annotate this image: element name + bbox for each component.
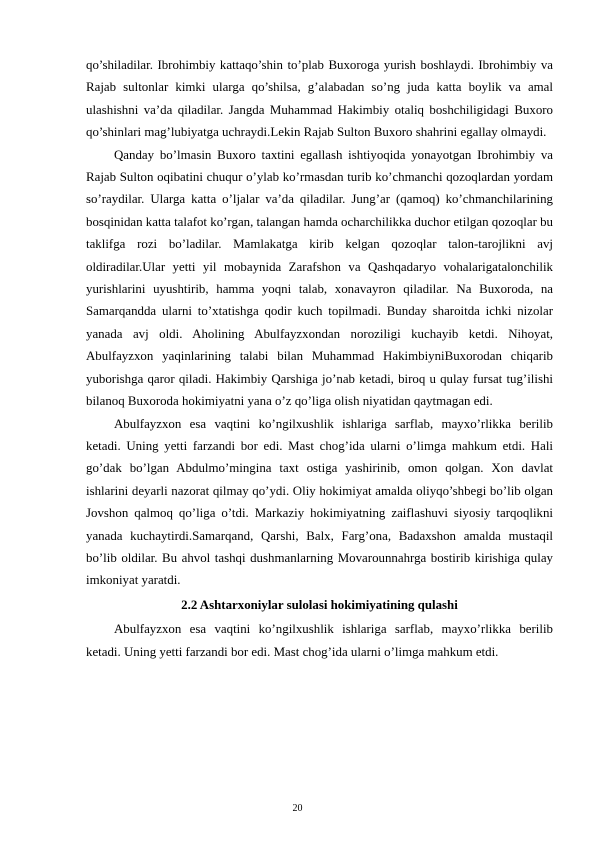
paragraph-4: Abulfayzxon esa vaqtini ko’ngilxushlik ishlariga sarflab, mayxo’rlikka berilib ketadi. Uning yetti farzandi bor edi. Mast chog’ida ularni o’limga mahkum etdi.: [86, 622, 553, 659]
paragraph-2: Qanday bo’lmasin Buxoro taxtini egallash ishtiyoqida yonayotgan Ibrohimbiy va Rajab Sulton oqibatini chuqur o’ylab ko’rmasdan turib ko’chmanchi qozoqlardan yordam so’raydilar. Ularga katta o’ljalar va’da qiladilar. Jung’ar (qamoq) ko’chmanchilarining bosqinidan katta talafot ko’rgan, talangan hamda ocharchilikka duchor etilgan qozoqlar bu taklifga rozi bo’ladilar. Mamlakatga kirib kelgan qozoqlar talon-tarojlikni avj oldiradilar.Ular yetti yil mobaynida Zarafshon va Qashqadaryo vohalarigatalonchilik yurishlarini uyushtirib, hamma yoqni talab, xonavayron qiladilar. Na Buxoroda, na Samarqandda ularni to’xtatishga qodir kuch topilmadi. Bunday sharoitda ichki nizolar yanada avj oldi. Aholining Abulfayzxondan noroziligi kuchayib ketdi. Nihoyat, Abulfayzxon yaqinlarining talabi bilan Muhammad HakimbiyniBuxorodan chiqarib yuborishga qaror qiladi. Hakimbiy Qarshiga jo’nab ketadi, biroq u qulay fursat tug’ilishi bilanoq Buxoroda hokimiyatni yana o’z qo’liga olish niyatidan qaytmagan edi.: [86, 147, 553, 409]
page-number: 20: [292, 803, 303, 814]
section-heading: 2.2 Ashtarxoniylar sulolasi hokimiyatining qulashi: [181, 597, 458, 612]
paragraph-3: Abulfayzxon esa vaqtini ko’ngilxushlik ishlariga sarflab, mayxo’rlikka berilib ketadi. Uning yetti farzandi bor edi. Mast chog’ida ularni o’limga mahkum etdi. Hali go’dak bo’lgan Abdulmo’mingina taxt ostiga yashirinib, omon qolgan. Xon davlat ishlarini deyarli nazorat qilmay qo’ydi. Oliy hokimiyat amalda oliyqo’shbegi bo’lib olgan Jovshon qalmoq qo’liga o’tdi. Markaziy hokimiyatning zaiflashuvi siyosiy tarqoqlikni yanada kuchaytirdi.Samarqand, Qarshi, Balx, Farg’ona, Badaxshon amalda mustaqil bo’lib oldilar. Bu ahvol tashqi dushmanlarning Movarounnahrga bostirib kirishiga qulay imkoniyat yaratdi.: [86, 416, 553, 588]
document-page: [86, 54, 553, 663]
paragraph-1: qo’shiladilar. Ibrohimbiy kattaqo’shin to’plab Buxoroga yurish boshlaydi. Ibrohimbiy va Rajab sultonlar kimki ularga qo’shilsa, g’alabadan so’ng juda katta boylik va amal ulashishni va’da qiladilar. Jangda Muhammad Hakimbiy otaliq boshchiligidagi Buxoro qo’shinlari mag’lubiyatga uchraydi.Lekin Rajab Sulton Buxoro shahrini egallay olmaydi.: [86, 58, 553, 140]
